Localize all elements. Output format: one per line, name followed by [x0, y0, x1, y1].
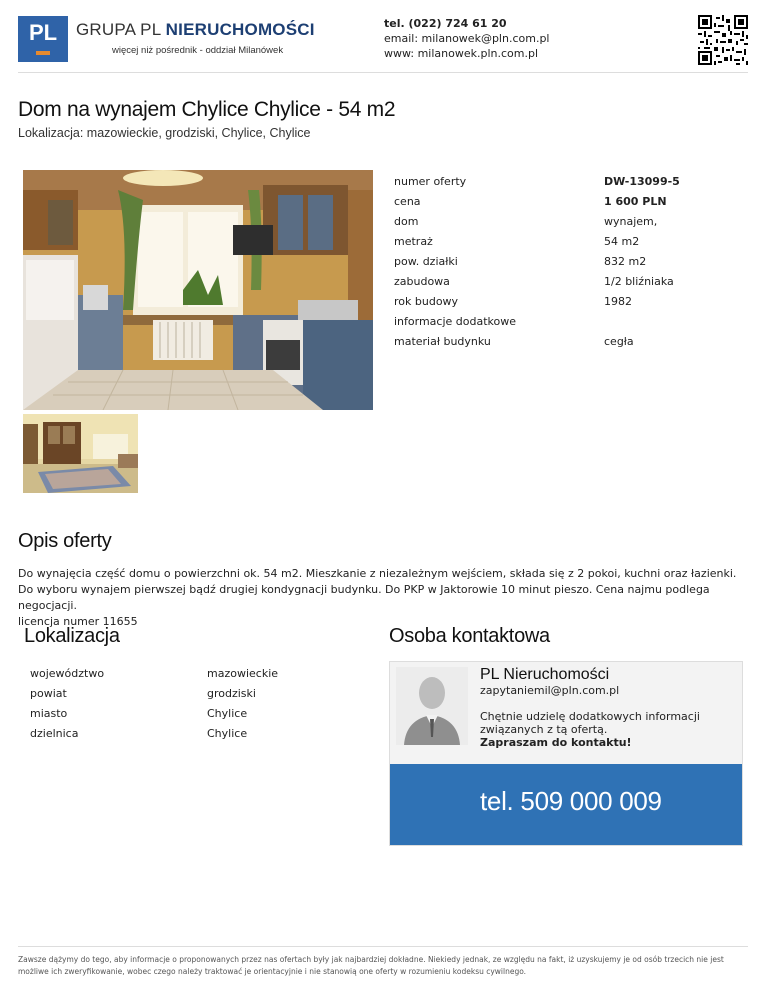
localization-heading: Lokalizacja: [24, 625, 120, 647]
agent-email[interactable]: zapytaniemil@pln.com.pl: [480, 684, 620, 697]
brand-tagline: więcej niż pośrednik - oddział Milanówek: [112, 45, 284, 56]
detail-value: 1/2 bliźniaka: [604, 274, 674, 288]
office-website[interactable]: www: milanowek.pln.com.pl: [384, 47, 539, 60]
brand-name: [76, 20, 315, 40]
detail-value: 54 m2: [604, 234, 640, 248]
detail-row-offer-number: [394, 171, 748, 191]
offer-description: [18, 566, 743, 630]
detail-label: informacje dodatkowe: [394, 314, 517, 328]
detail-value: 1 600 PLN: [604, 194, 667, 208]
photo-thumbnail[interactable]: [23, 414, 138, 493]
company-logo: [18, 16, 68, 62]
location-row-county: [30, 683, 370, 703]
detail-row-year-built: [394, 291, 748, 311]
contact-card: [389, 661, 743, 846]
detail-label: rok budowy: [394, 294, 459, 308]
location-row-city: [30, 703, 370, 723]
offer-title: Dom na wynajem Chylice Chylice - 54 m2: [18, 98, 396, 121]
detail-value: DW-13099-5: [604, 174, 680, 188]
phone-banner[interactable]: [390, 764, 742, 845]
logo-accent-bar: [36, 51, 50, 55]
main-photo[interactable]: [23, 170, 373, 410]
agent-name: PL Nieruchomości: [480, 666, 610, 683]
office-phone: tel. (022) 724 61 20: [384, 17, 507, 30]
location-value: grodziski: [207, 686, 256, 700]
detail-value: wynajem,: [604, 214, 658, 228]
detail-row-price: [394, 191, 748, 211]
contact-note-text: Chętnie udzielę dodatkowych informacji związanych z tą ofertą.: [480, 710, 700, 736]
contact-note: [480, 710, 730, 749]
localization-table: [30, 663, 370, 743]
detail-label: dom: [394, 214, 419, 228]
qr-code-icon: [698, 15, 748, 65]
agent-phone[interactable]: tel. 509 000 009: [480, 786, 662, 816]
detail-label: metraż: [394, 234, 433, 248]
header-divider: [18, 72, 748, 73]
brand-name-light: GRUPA PL: [76, 20, 166, 39]
offer-location: Lokalizacja: mazowieckie, grodziski, Chylice, Chylice: [18, 126, 311, 140]
location-value: Chylice: [207, 726, 248, 740]
license-number: licencja numer 11655: [18, 615, 138, 628]
location-label: miasto: [30, 706, 68, 720]
office-contact: [384, 16, 549, 61]
detail-label: numer oferty: [394, 174, 467, 188]
location-label: dzielnica: [30, 726, 79, 740]
description-heading: Opis oferty: [18, 530, 112, 552]
offer-details-table: [394, 171, 748, 351]
description-text: Do wynajęcia część domu o powierzchni ok. 54 m2. Mieszkanie z niezależnym wejściem, składa się z 2 pokoi, kuchni oraz łazienki. Do wyboru wynajem pierwszej bądź drugiej kondygnacji budynku. Do PKP w Jaktorowie 10 minut pieszo. Cena najmu podlega negocjacji.: [18, 567, 737, 612]
contact-heading: Osoba kontaktowa: [389, 625, 550, 647]
detail-row-material: [394, 331, 748, 351]
location-label: powiat: [30, 686, 67, 700]
disclaimer: Zawsze dążymy do tego, aby informacje o proponowanych przez nas ofertach były jak najbardziej dokładne. Niekiedy jednak, ze względu na fakt, iż uzyskujemy je od osób trzecich nie jest możliwe ich zweryfikowanie, wobec czego należy traktować je orientacyjnie i nie stanowią one oferty w rozumieniu kodeksu cywilnego.: [18, 955, 724, 976]
detail-row-plot-area: [394, 251, 748, 271]
detail-row-area: [394, 231, 748, 251]
location-value: Chylice: [207, 706, 248, 720]
detail-row-type: [394, 211, 748, 231]
logo-text: PL: [28, 20, 58, 45]
office-email[interactable]: email: milanowek@pln.com.pl: [384, 32, 550, 45]
detail-value: 832 m2: [604, 254, 647, 268]
detail-label: materiał budynku: [394, 334, 491, 348]
detail-value: 1982: [604, 294, 632, 308]
detail-row-additional-info: [394, 311, 748, 331]
footer-divider: [18, 946, 748, 947]
location-row-district: [30, 723, 370, 743]
detail-label: cena: [394, 194, 421, 208]
location-value: mazowieckie: [207, 666, 279, 680]
detail-label: pow. działki: [394, 254, 458, 268]
location-label: województwo: [30, 666, 105, 680]
brand-name-bold: NIERUCHOMOŚCI: [165, 20, 315, 39]
detail-value: cegła: [604, 334, 634, 348]
detail-label: zabudowa: [394, 274, 450, 288]
contact-note-cta: Zapraszam do kontaktu!: [480, 736, 632, 749]
location-row-voivodeship: [30, 663, 370, 683]
detail-row-building-type: [394, 271, 748, 291]
agent-avatar: [396, 667, 468, 745]
